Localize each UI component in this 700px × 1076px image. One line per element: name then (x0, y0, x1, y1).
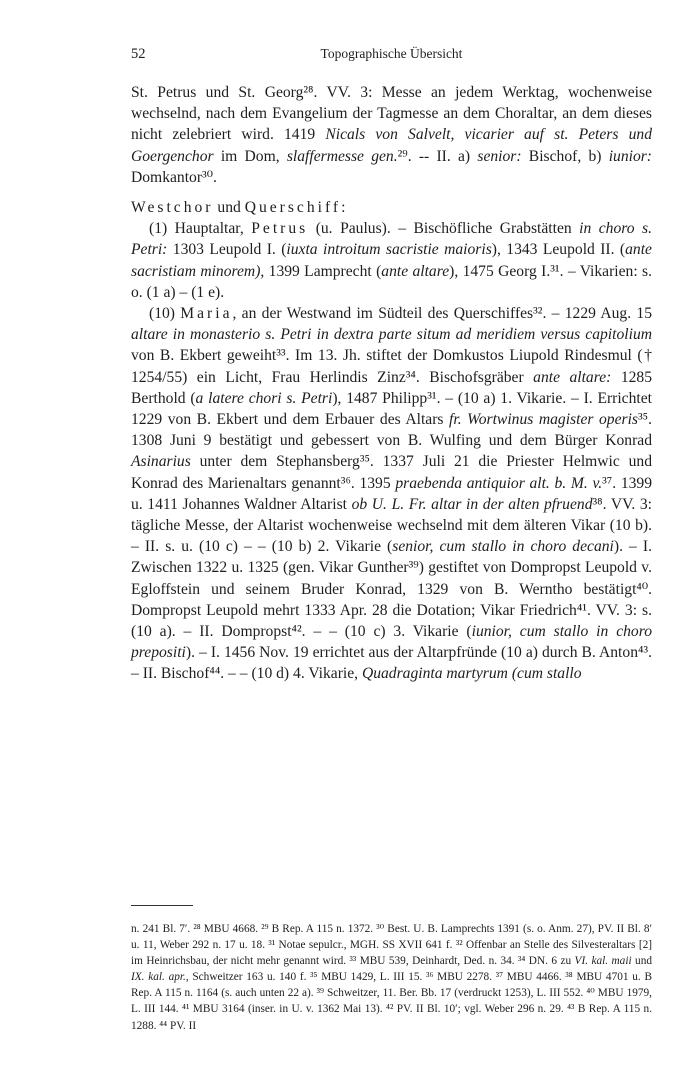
paragraph-st-petrus-georg (131, 82, 652, 188)
p4-run: (10) (149, 305, 181, 323)
running-header (131, 46, 652, 66)
p4-run: ). – I. Zwischen 1322 u. 1325 (gen. Vikar Gunther³⁹) gestiftet von Dompropst Leupold v. Egloffstein und seinem Bruder Konrad, 1329 von B. Werntho bestätigt⁴⁰. Dompropst Leupold mehrt 1333 Apr. 28 die Dotation; Vikar Friedrich⁴¹. VV. 3: s. (10 a). – II. Dompropst⁴². – – (10 c) 3. Vikarie ( (131, 538, 652, 641)
p3-run: iuxta introitum sacristie maioris (286, 241, 492, 259)
p4-run: von B. Ekbert geweiht³³. Im 13. Jh. stiftet der Domkustos Liupold Rindesmul († 1254/55) ein Licht, Frau Herlindis Zinz³⁴. Bischofsgräber (131, 347, 652, 386)
p4-run: fr. Wortwinus magister operis (449, 411, 638, 429)
p3-run: in choro s. Petri: (131, 220, 653, 259)
footnotes-run: IX. kal. apr. (131, 971, 186, 984)
footnotes-run: VI. kal. maii (574, 955, 632, 968)
p3-run: Petrus (251, 220, 309, 238)
p1-run: Domkantor³⁰. (131, 168, 217, 186)
p4-run: ), 1487 Philipp³¹. – (10 a) 1. Vikarie. – I. Errichtet 1229 von B. Ekbert und dem Erbauer des Altars (131, 389, 652, 429)
p4-run: ). – I. 1456 Nov. 19 errichtet aus der Altarpfründe (10 a) durch B. Anton⁴³. – II. Bischof⁴⁴. – – (10 d) 4. Vikarie, (131, 644, 652, 683)
p4-run: 1285 Berthold ( (131, 368, 653, 407)
p4-run: unter dem Stephansberg³⁵. 1337 Juli 21 die Priester Helmwic und Konrad des Marienaltars genannt³⁶. 1395 (131, 453, 652, 492)
p1-run: Nicals von Salvelt, vicarier auf st. Peters und Goergenchor (131, 126, 652, 165)
p3-run: ), 1343 Leupold II. ( (491, 241, 626, 259)
p1-run: slaffermesse gen. (286, 147, 398, 165)
p1-run: senior: (477, 147, 522, 165)
p2-run: Querschiff (244, 199, 342, 217)
p4-run: iunior, cum stallo in choro prepositi (131, 623, 652, 662)
footnote-block (131, 921, 652, 1034)
p4-run: ante altare: (533, 368, 612, 386)
p4-run: altare in monasterio s. Petri in dextra parte situm ad meridiem versus capitolium (131, 326, 652, 344)
p4-run: ³⁵. 1308 Juni 9 bestätigt und gebessert von B. Wulfing und dem Bürger Konrad (131, 411, 653, 450)
footnotes-run: n. 241 Bl. 7′. ²⁸ MBU 4668. ²⁹ B Rep. A 115 n. 1372. ³⁰ Best. U. B. Lamprechts 1391 (s. o. Anm. 27), PV. II Bl. 8′ u. 11, Weber 292 n. 17 u. 18. ³¹ Notae sepulcr., MGH. SS XVII 641 f. ³² Offenbar an Stelle des Silvesteraltars [2] im Heinrichsbau, der nicht mehr genannt wird. ³³ MBU 539, Deinhardt, Ded. n. 34. ³⁴ DN. 6 zu (131, 923, 652, 968)
p1-run: im Dom, (213, 147, 287, 165)
p4-run: , an der Westwand im Südteil des Querschiffes³². – 1229 Aug. 15 (232, 305, 652, 323)
footnotes (131, 921, 652, 1034)
p3-run: ante sacristiam minorem) (131, 241, 652, 280)
p4-run: ob U. L. Fr. altar in der alten pfruend (351, 495, 593, 513)
p4-run: Maria (180, 305, 233, 323)
paragraph-hauptaltar (131, 218, 652, 303)
p4-run: praebenda antiquior alt. b. M. v. (395, 474, 603, 492)
p1-run: iunior: (608, 147, 653, 165)
paragraph-maria-altar (131, 303, 652, 685)
p2-run: und (213, 199, 245, 217)
p1-run: ²⁹. -- II. a) (397, 147, 478, 165)
p4-run: ³⁷. 1399 u. 1411 Johannes Waldner Altarist (131, 474, 653, 513)
p3-run: , 1399 Lamprecht ( (260, 262, 382, 280)
p2-run: Westchor (131, 199, 214, 217)
p4-run: senior, cum stallo in choro decani (392, 538, 614, 556)
p3-run: (1) Hauptaltar, (149, 220, 252, 238)
running-title: Topographische Übersicht (320, 46, 463, 61)
p4-run: a latere chori s. Petri (195, 389, 333, 407)
page-number: 52 (131, 46, 146, 62)
p2-run: : (341, 199, 346, 217)
p3-run: (u. Paulus). – Bischöfliche Grabstätten (308, 220, 580, 238)
heading-westchor-querschiff (131, 197, 652, 218)
p4-run: ³⁸. VV. 3: tägliche Messe, der Altarist wochenweise wechselnd mit dem älteren Vikar (10 b). – II. s. u. (10 c) – – (10 b) 2. Vikarie ( (131, 495, 652, 556)
p1-run: Bischof, b) (521, 147, 609, 165)
p4-run: Quadraginta martyrum (cum stallo (361, 665, 582, 683)
p3-run: ), 1475 Georg I.³¹. – Vikarien: s. o. (1 a) – (1 e). (131, 262, 652, 301)
p4-run: Asinarius (131, 453, 191, 471)
p3-run: 1303 Leupold I. ( (167, 241, 287, 259)
footnote-rule (131, 905, 193, 906)
p3-run: ante altare (381, 262, 450, 280)
p1-run: St. Petrus und St. Georg²⁸. VV. 3: Messe an jedem Werktag, wochenweise wechselnd, nach dem Evangelium der Tagmesse an dem Choraltar, an dem dieses nicht zelebriert wird. 1419 (131, 84, 652, 144)
main-text (131, 82, 652, 685)
footnotes-run: und (631, 955, 652, 968)
footnotes-run: , Schweitzer 163 u. 140 f. ³⁵ MBU 1429, L. III 15. ³⁶ MBU 2278. ³⁷ MBU 4466. ³⁸ MBU 4701 u. B Rep. A 115 n. 1164 (s. auch unten 22 a). ³⁹ Schweitzer, 11. Ber. Bb. 17 (verdruckt 1253), L. III 552. ⁴⁰ MBU 1979, L. III 144. ⁴¹ MBU 3164 (inser. in U. v. 1362 Mai 13). ⁴² PV. II Bl. 10′; vgl. Weber 296 n. 29. ⁴³ B Rep. A 115 n. 1288. ⁴⁴ PV. II (131, 971, 652, 1032)
